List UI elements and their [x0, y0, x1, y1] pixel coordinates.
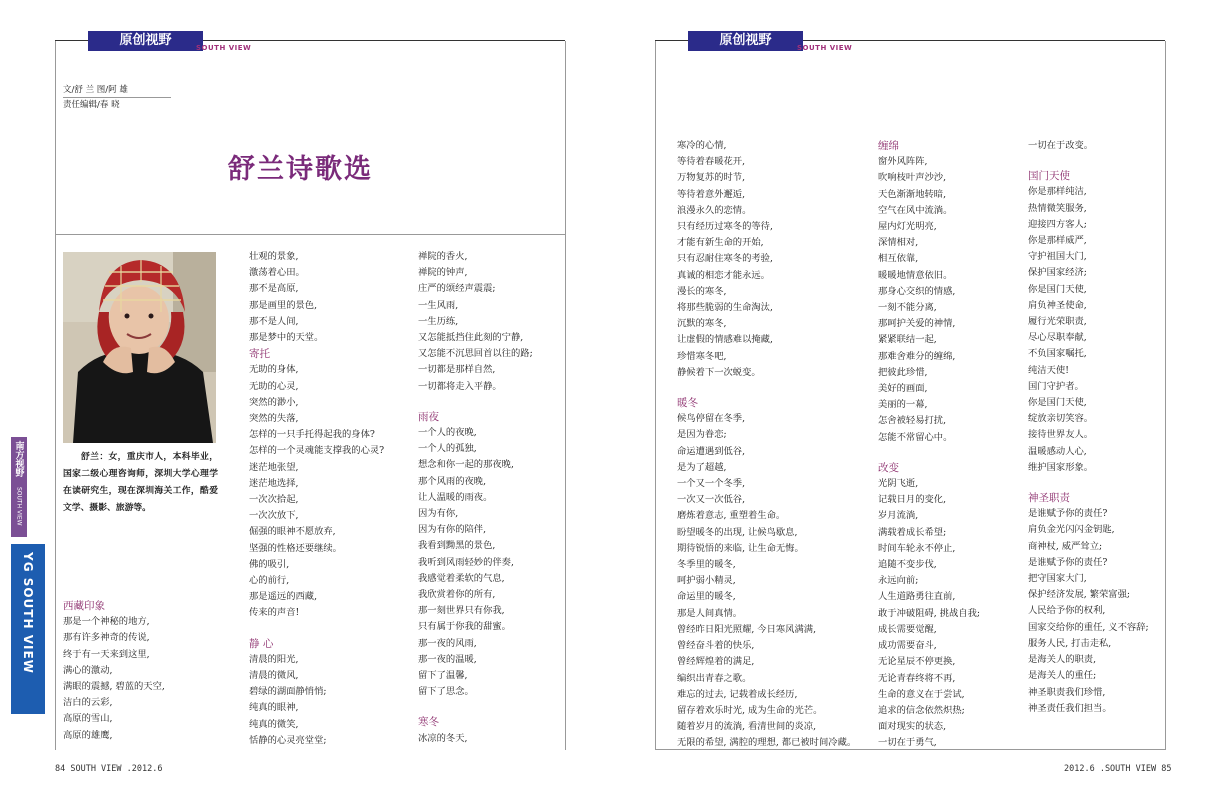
poem-line: 一次又一次低谷,: [677, 494, 746, 506]
poem-line: 因为有你,: [418, 508, 459, 520]
poem-title: 神圣职责: [1028, 492, 1070, 505]
poem-line: 纯真的微笑,: [249, 718, 299, 730]
poem-line: 追求的信念依然炽热;: [878, 704, 965, 716]
poem-line: 守护祖国大门,: [1028, 251, 1087, 263]
poem-line: 一切在于改变。: [1028, 140, 1094, 151]
poem-line: 佛的吸引,: [249, 558, 290, 570]
poem-line: 纯真的眼神,: [249, 702, 299, 714]
right-section-tab-en: SOUTH VIEW: [797, 44, 853, 52]
poem-line: 吹响枝叶声沙沙,: [878, 172, 947, 184]
poem-line: 怎能不常留心中。: [878, 431, 953, 443]
poem-line: 又怎能不沉思回首以往的路;: [418, 348, 533, 360]
poem-line: 随着岁月的流淌, 看清世间的炎凉,: [677, 721, 817, 733]
poem-line: 紧紧联结一起,: [878, 334, 937, 346]
poem-line: 那一刻世界只有你我,: [418, 605, 505, 617]
poem-line: 无论星辰不停更换,: [878, 656, 956, 668]
poem-line: 商神杖, 威严耸立;: [1028, 540, 1103, 552]
poem-line: 你是国门天使,: [1028, 283, 1087, 295]
poem-line: 光阴飞逝,: [878, 478, 919, 490]
poem-line: 磨炼着意志, 重塑着生命。: [677, 510, 786, 522]
poem-line: 不负国家嘱托,: [1028, 348, 1087, 360]
poem-line: 那一夜的温暖,: [418, 653, 477, 665]
poem-line: 绽放亲切笑容。: [1028, 413, 1094, 425]
poem-line: 我听到风雨轻妙的伴奏,: [418, 556, 514, 568]
poem-line: 把彼此珍惜,: [878, 366, 928, 378]
poem-line: 漫长的寒冬,: [677, 285, 727, 297]
poem-line: 那个风雨的夜晚,: [418, 475, 487, 487]
poem-line: 禅院的香火,: [418, 251, 468, 262]
poem-line: 一个人的孤独,: [418, 443, 477, 455]
page-title: 舒兰诗歌选: [228, 154, 373, 185]
poem-line: 那有许多神奇的传说,: [63, 632, 150, 644]
poem-line: 难忘的过去, 记载着成长经历,: [677, 688, 798, 700]
poem-line: 怎样的一只手托得起我的身体?: [249, 429, 375, 441]
poem-line: 一刻不能分离,: [878, 302, 937, 314]
author-credit: 文/舒 兰 图/阿 雄: [63, 85, 128, 95]
poem-line: 空气在风中流淌。: [878, 204, 953, 216]
poem-line: 那难舍难分的缠绵,: [878, 350, 956, 362]
poem-line: 期待锐悟的来临, 让生命无悔。: [677, 542, 804, 554]
poem-line: 激荡着心田。: [249, 267, 305, 279]
poem-line: 禅院的钟声,: [418, 267, 468, 279]
poem-line: 又怎能抵挡住此刻的宁静,: [418, 332, 524, 344]
poem-line: 无论青春终将不再,: [878, 672, 956, 684]
poem-line: 我欣赏着你的所有,: [418, 589, 496, 601]
left-section-tab-en: SOUTH VIEW: [196, 44, 252, 52]
poem-line: 那是遥远的西藏,: [249, 591, 318, 603]
left-folio: 84 SOUTH VIEW .2012.6: [55, 764, 163, 774]
poem-line: 突然的失落,: [249, 413, 299, 425]
poem-line: 保护国家经济;: [1028, 267, 1087, 279]
poem-line: 壮观的景象,: [249, 251, 299, 262]
poem-line: 那是人间真情。: [677, 607, 743, 619]
poem-line: 温暖感动人心,: [1028, 445, 1087, 457]
poem-line: 曾经奋斗着的快乐,: [677, 640, 755, 652]
poem-line: 突然的渺小,: [249, 396, 299, 408]
poem-line: 怎舍被轻易打扰,: [878, 415, 947, 427]
poem-line: 等待着春暖花开,: [677, 156, 746, 168]
poem-line: 无助的身体,: [249, 364, 299, 376]
poem-line: 一生历练,: [418, 315, 459, 327]
poem-line: 迎接四方客人;: [1028, 218, 1087, 230]
poem-line: 一生风雨,: [418, 299, 459, 311]
poem-line: 那不是高原,: [249, 283, 299, 295]
poem-line: 命运里的暖冬,: [677, 591, 736, 603]
poem-line: 保护经济发展, 繁荣富强;: [1028, 589, 1131, 601]
poem-line: 心的前行,: [249, 575, 290, 587]
poem-title: 暖冬: [677, 397, 698, 410]
poem-line: 生命的意义在于尝试,: [878, 688, 965, 700]
poem-line: 你是那样威严,: [1028, 235, 1087, 247]
poem-line: 静候着下一次蜕变。: [677, 366, 761, 378]
poem-line: 天色渐渐地转暗,: [878, 188, 947, 200]
right-col-3: [1028, 138, 1149, 717]
poem-title: 雨夜: [418, 410, 439, 423]
poem-line: 满心的激动,: [63, 664, 113, 676]
poem-title: 西藏印象: [63, 600, 105, 612]
left-col-3: [418, 249, 533, 747]
poem-line: 维护国家形象。: [1028, 461, 1094, 473]
poem-line: 那呵护关爱的神情,: [878, 318, 956, 330]
poem-title: 改变: [878, 461, 899, 474]
side-tab: [11, 437, 27, 537]
poem-line: 我感觉着柔软的气息,: [418, 572, 505, 584]
poem-line: 恬静的心灵亮堂堂;: [249, 734, 327, 746]
poem-line: 让人温暖的雨夜。: [418, 491, 493, 503]
poem-line: 留下了思念。: [418, 686, 474, 698]
poem-line: 面对现实的状态,: [878, 721, 947, 733]
poem-line: 是海关人的重任;: [1028, 670, 1097, 682]
editor-credit: 责任编辑/春 晓: [63, 100, 120, 110]
poem-title: 国门天使: [1028, 170, 1070, 183]
credits: [63, 84, 171, 111]
poem-line: 是谁赋予你的责任?: [1028, 556, 1108, 568]
poem-line: 相互依靠,: [878, 253, 919, 265]
poem-line: 让虚假的情感难以掩藏,: [677, 334, 773, 346]
poem-line: 高原的雪山,: [63, 713, 113, 725]
poem-line: 国门守护者。: [1028, 380, 1084, 392]
poem-line: 迷茫地选择,: [249, 477, 299, 489]
poem-line: 美丽的一幕,: [878, 399, 928, 411]
right-col-2: [878, 138, 980, 752]
poem-line: 怎样的一个灵魂能支撑我的心灵?: [249, 445, 385, 457]
poem-line: 暖暖地情意依旧。: [878, 269, 953, 281]
poem-line: 命运遭遇到低谷,: [677, 445, 746, 457]
poem-line: 候鸟停留在冬季,: [677, 413, 746, 425]
poem-line: 碧绿的湖面静悄悄;: [249, 686, 327, 698]
right-col-1: [677, 138, 856, 752]
poem-line: 冬季里的暖冬,: [677, 559, 736, 571]
poem-line: 编织出青春之歌。: [677, 672, 752, 684]
poem-line: 时间车轮永不停止,: [878, 542, 956, 554]
poem-line: 那是画里的景色,: [249, 299, 318, 311]
poem-line: 你是那样纯洁,: [1028, 186, 1087, 198]
poem-line: 是为了超越,: [677, 461, 727, 473]
poem-line: 服务人民, 打击走私,: [1028, 637, 1112, 649]
poem-line: 神圣责任我们担当。: [1028, 702, 1112, 714]
poem-line: 追随不变步伐,: [878, 559, 937, 571]
poem-line: 等待着意外邂逅,: [677, 188, 746, 200]
poem-line: 永远向前;: [878, 575, 919, 587]
poem-line: 庄严的颂经声震震;: [418, 283, 496, 295]
poem-line: 清晨的微风,: [249, 670, 299, 682]
poem-line: 成长需要觉醒,: [878, 623, 937, 635]
poem-line: 是海关人的职责,: [1028, 654, 1097, 666]
poem-line: 传来的声音!: [249, 607, 300, 619]
poem-line: 留存着欢乐时光, 成为生命的光芒。: [677, 704, 823, 716]
poem-line: 冰凉的冬天,: [418, 732, 468, 744]
poem-line: 只有属于你我的甜蜜。: [418, 621, 511, 633]
left-section-tab: 原创视野: [88, 31, 203, 51]
poem-line: 满眼的震撼, 碧蓝的天空,: [63, 681, 165, 693]
logo-text: YG SOUTH VIEW: [21, 552, 35, 674]
poem-line: 人民给予你的权利,: [1028, 605, 1106, 617]
poem-line: 才能有新生命的开始,: [677, 237, 764, 249]
poem-line: 迷茫地张望,: [249, 461, 299, 473]
poem-line: 只有经历过寒冬的等待,: [677, 221, 773, 233]
poem-line: 满载着成长希望;: [878, 526, 947, 538]
poem-line: 热情微笑服务,: [1028, 202, 1087, 214]
poem-line: 坚强的性格还要继续。: [249, 542, 342, 554]
poem-line: 美好的画面,: [878, 383, 928, 395]
poem-line: 岁月流淌,: [878, 510, 919, 522]
poem-line: 一切在于勇气,: [878, 737, 937, 749]
poem-line: 只有忍耐住寒冬的考验,: [677, 253, 773, 265]
poem-line: 把守国家大门,: [1028, 573, 1087, 585]
poem-line: 沉默的寒冬,: [677, 318, 727, 330]
poem-line: 我看到黝黑的景色,: [418, 540, 496, 552]
poem-line: 那是一个神秘的地方,: [63, 616, 150, 628]
poem-line: 神圣职责我们珍惜,: [1028, 686, 1106, 698]
magazine-logo: [11, 544, 45, 714]
poem-line: 盼望暖冬的出现, 让候鸟歇息,: [677, 526, 798, 538]
poem-line: 万物复苏的时节,: [677, 172, 746, 184]
poem-line: 敢于冲破阻碍, 挑战自我;: [878, 607, 981, 619]
poem-line: 尽心尽职奉献,: [1028, 332, 1087, 344]
poem-line: 浪漫永久的恋情。: [677, 204, 752, 216]
poem-line: 一切都是那样自然,: [418, 364, 496, 376]
poem-line: 曾经昨日阳光照耀, 今日寒风满满,: [677, 623, 817, 635]
poem-line: 寒冷的心情,: [677, 140, 727, 151]
poem-line: 窗外风阵阵,: [878, 156, 928, 168]
poem-line: 人生道路勇往直前,: [878, 591, 956, 603]
poem-title: 静 心: [249, 637, 274, 650]
poem-line: 清晨的阳光,: [249, 653, 299, 665]
poem-line: 你是国门天使,: [1028, 397, 1087, 409]
poem-line: 肩负神圣使命,: [1028, 299, 1087, 311]
poem-title: 寄托: [249, 348, 270, 361]
poem-line: 接待世界友人。: [1028, 429, 1094, 441]
poem-line: 曾经辉煌着的满足,: [677, 656, 755, 668]
poem-line: 是谁赋予你的责任?: [1028, 508, 1108, 520]
poem-line: 终于有一天来到这里,: [63, 648, 150, 660]
poem-line: 想念和你一起的那夜晚,: [418, 459, 514, 471]
poem-line: 那不是人间,: [249, 315, 299, 327]
author-bio: 舒兰：女，重庆市人，本科毕业，国家二级心理咨询师，深圳大学心理学在读研究生，现在深圳海关工作，酷爱文学、摄影、旅游等。: [63, 452, 218, 513]
poem-line: 将那些脆弱的生命淘汰,: [677, 302, 773, 314]
poem-line: 是因为眷恋;: [677, 429, 727, 441]
poem-line: 履行光荣职责,: [1028, 316, 1087, 328]
poem-line: 一次次放下,: [249, 510, 299, 522]
poem-line: 真诚的相恋才能永远。: [677, 269, 770, 281]
poem-line: 一个又一个冬季,: [677, 478, 746, 490]
poem-line: 那一夜的风雨,: [418, 637, 477, 649]
poem-line: 深情相对,: [878, 237, 919, 249]
poem-line: 一次次拾起,: [249, 494, 299, 506]
author-photo: [63, 252, 216, 443]
poem-line: 纯洁天使!: [1028, 364, 1069, 376]
poem-line: 那是梦中的天堂。: [249, 332, 324, 344]
poem-line: 一个人的夜晚,: [418, 427, 477, 439]
poem-line: 无助的心灵,: [249, 380, 299, 392]
side-tab-label: 南方视野: [13, 441, 24, 477]
left-title-frame: [55, 41, 566, 235]
poem-line: 倔强的眼神不愿放弃,: [249, 526, 336, 538]
poem-line: 因为有你的陪伴,: [418, 524, 487, 536]
poem-line: 珍惜寒冬吧,: [677, 350, 727, 362]
side-tab-label-en: SOUTH VIEW: [15, 487, 23, 526]
right-folio: 2012.6 .SOUTH VIEW 85: [1064, 764, 1172, 774]
left-col-1: [63, 598, 165, 744]
poem-line: 肩负金光闪闪金钥匙,: [1028, 524, 1115, 536]
left-col-2: [249, 249, 384, 749]
poem-line: 一切都将走入平静。: [418, 380, 502, 392]
poem-line: 记载日月的变化,: [878, 494, 947, 506]
right-section-tab: 原创视野: [688, 31, 803, 51]
poem-line: 无限的希望, 满腔的理想, 都已被时间冷藏。: [677, 737, 857, 749]
poem-line: 洁白的云彩,: [63, 697, 113, 709]
poem-line: 国家交给你的重任, 义不容辞;: [1028, 621, 1149, 633]
poem-line: 呵护弱小精灵,: [677, 575, 736, 587]
poem-line: 留下了温馨,: [418, 670, 468, 682]
poem-line: 高原的雄鹰,: [63, 729, 113, 741]
poem-title: 缠绵: [878, 140, 899, 152]
poem-line: 成功需要奋斗,: [878, 640, 937, 652]
poem-title: 寒冬: [418, 716, 439, 729]
poem-line: 屋内灯光明亮,: [878, 221, 937, 233]
poem-line: 那身心交织的情感,: [878, 285, 956, 297]
